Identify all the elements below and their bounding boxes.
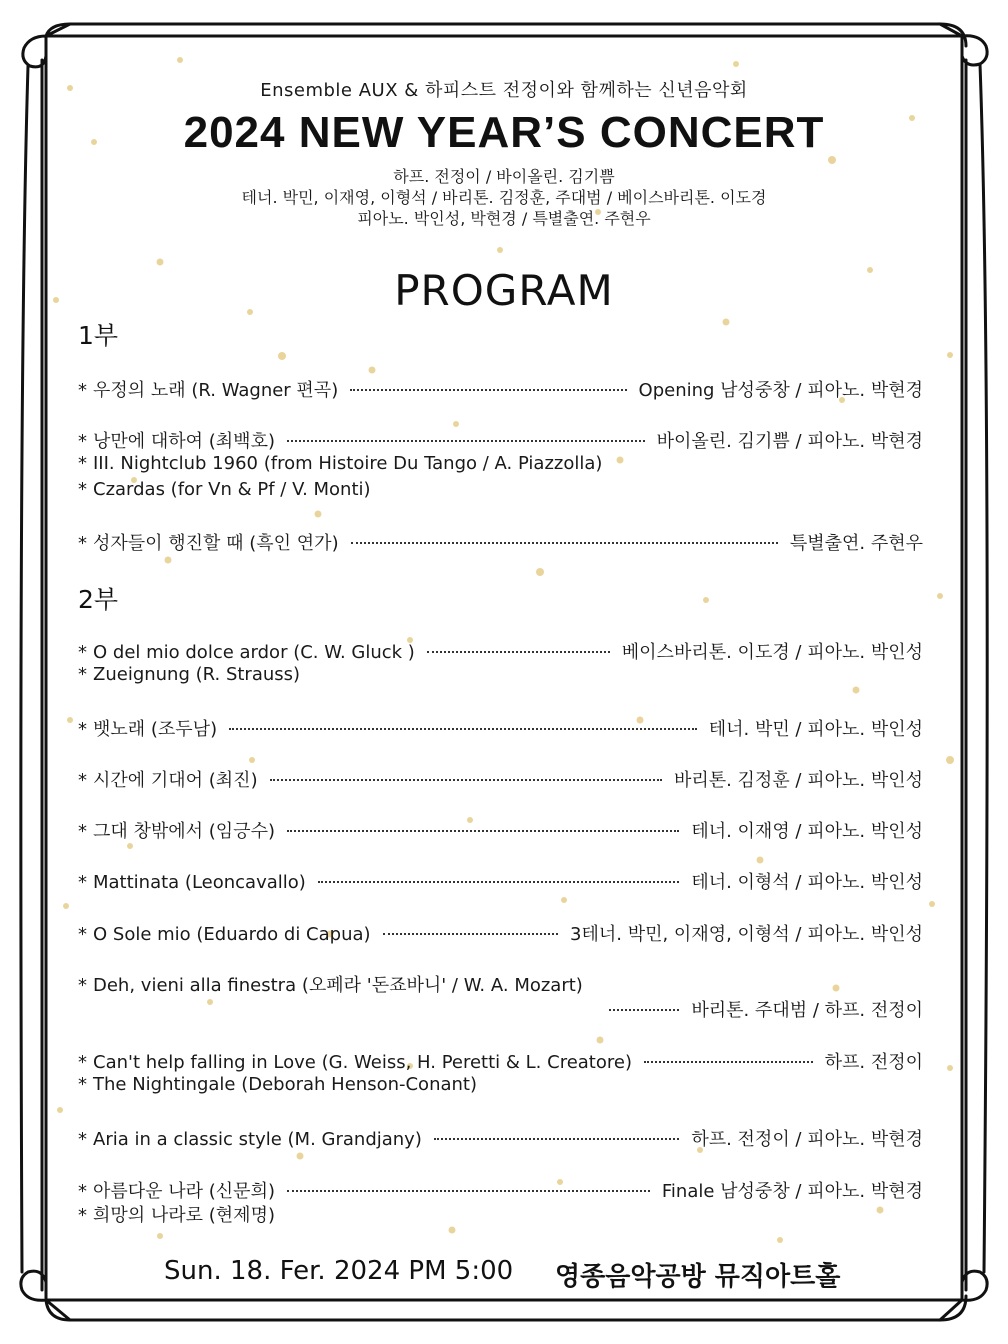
program-item (78, 1048, 923, 1074)
performer-credit: 테너. 박민 / 피아노. 박인성 (708, 719, 923, 740)
program-item (78, 868, 923, 894)
program-item (78, 479, 923, 505)
part-1-heading: 1부 (78, 321, 119, 350)
dot-leader (383, 933, 559, 935)
program-item (78, 766, 923, 792)
dot-leader (434, 1138, 679, 1140)
performer-credit: 테너. 이형석 / 피아노. 박인성 (691, 872, 923, 893)
performer-credit: 바리톤. 주대범 / 하프. 전정이 (691, 1000, 923, 1021)
concert-date: Sun. 18. Fer. 2024 PM 5:00 (164, 1256, 514, 1286)
performer-credit: 하프. 전정이 / 피아노. 박현경 (691, 1129, 923, 1150)
program-item (78, 920, 923, 946)
work-title: III. Nightclub 1960 (from Histoire Du Tango / A. Piazzolla) (93, 453, 603, 474)
performers-line: 피아노. 박인성, 박현경 / 특별출연. 주현우 (357, 209, 651, 228)
program-item (78, 664, 923, 690)
work-title: Deh, vieni alla finestra (오페라 '돈죠바니' / W. A. Mozart) (93, 975, 583, 996)
program-item (78, 427, 923, 453)
dot-leader (609, 1009, 679, 1011)
bullet-marker: * (78, 1074, 87, 1095)
performer-credit: 베이스바리톤. 이도경 / 피아노. 박인성 (621, 642, 923, 663)
performer-credit: 3테너. 박민, 이재영, 이형석 / 피아노. 박인성 (570, 924, 923, 945)
concert-venue: 영종음악공방 뮤직아트홀 (555, 1262, 841, 1292)
bullet-marker: * (78, 453, 87, 474)
bullet-marker: * (78, 1181, 87, 1202)
performers-list (0, 166, 1008, 229)
program-item (78, 715, 923, 741)
performers-line: 하프. 전정이 / 바이올린. 김기쁨 (393, 167, 615, 186)
dot-leader (350, 389, 626, 391)
program-item (78, 376, 923, 402)
performers-line: 테너. 박민, 이재영, 이형석 / 바리톤. 김정훈, 주대범 / 베이스바리톤. 이도경 (241, 188, 767, 207)
work-title: 우정의 노래 (R. Wagner 편곡) (93, 380, 339, 401)
work-title: Can't help falling in Love (G. Weiss, H. Peretti & L. Creatore) (93, 1052, 632, 1073)
program-item (78, 1125, 923, 1151)
bullet-marker: * (78, 719, 87, 740)
program-item (78, 996, 923, 1022)
work-title: 아름다운 나라 (신문희) (93, 1181, 275, 1202)
work-title: O del mio dolce ardor (C. W. Gluck ) (93, 642, 415, 663)
program-item (78, 453, 923, 479)
bullet-marker: * (78, 872, 87, 893)
performer-credit: 바이올린. 김기쁨 / 피아노. 박현경 (656, 431, 923, 452)
dot-leader (270, 779, 662, 781)
bullet-marker: * (78, 479, 87, 500)
program-item (78, 638, 923, 664)
dot-leader (287, 830, 679, 832)
program-item (78, 1074, 923, 1100)
performer-credit: 특별출연. 주현우 (789, 533, 923, 554)
dot-leader (287, 1190, 650, 1192)
work-title: 시간에 기대어 (최진) (93, 770, 258, 791)
bullet-marker: * (78, 380, 87, 401)
concert-subtitle: Ensemble AUX & 하피스트 전정이와 함께하는 신년음악회 (260, 80, 748, 101)
work-title: Czardas (for Vn & Pf / V. Monti) (93, 479, 371, 500)
work-title: 희망의 나라로 (현제명) (93, 1205, 275, 1226)
bullet-marker: * (78, 1052, 87, 1073)
work-title: The Nightingale (Deborah Henson-Conant) (93, 1074, 477, 1095)
part-2-heading: 2부 (78, 585, 119, 614)
bullet-marker: * (78, 821, 87, 842)
dot-leader (351, 542, 778, 544)
bullet-marker: * (78, 1129, 87, 1150)
dot-leader (318, 881, 680, 883)
bullet-marker: * (78, 1205, 87, 1226)
bullet-marker: * (78, 975, 87, 996)
bullet-marker: * (78, 533, 87, 554)
program-heading: PROGRAM (394, 266, 614, 315)
dot-leader (287, 440, 645, 442)
work-title: Aria in a classic style (M. Grandjany) (93, 1129, 422, 1150)
work-title: Zueignung (R. Strauss) (93, 664, 301, 685)
work-title: 낭만에 대하여 (최백호) (93, 431, 275, 452)
concert-title: 2024 NEW YEAR’S CONCERT (183, 108, 825, 157)
program-item (78, 529, 923, 555)
dot-leader (644, 1061, 813, 1063)
performer-credit: 테너. 이재영 / 피아노. 박인성 (691, 821, 923, 842)
work-title: 뱃노래 (조두남) (93, 719, 218, 740)
performer-credit: Opening 남성중창 / 피아노. 박현경 (638, 380, 923, 401)
work-title: O Sole mio (Eduardo di Capua) (93, 924, 371, 945)
performer-credit: Finale 남성중창 / 피아노. 박현경 (661, 1181, 923, 1202)
bullet-marker: * (78, 770, 87, 791)
performer-credit: 하프. 전정이 (824, 1052, 923, 1073)
work-title: 그대 창밖에서 (임긍수) (93, 821, 275, 842)
dot-leader (229, 728, 697, 730)
program-item (78, 971, 923, 997)
program-item (78, 1201, 923, 1227)
work-title: 성자들이 행진할 때 (흑인 연가) (93, 533, 339, 554)
bullet-marker: * (78, 431, 87, 452)
bullet-marker: * (78, 642, 87, 663)
dot-leader (427, 651, 610, 653)
bullet-marker: * (78, 664, 87, 685)
performer-credit: 바리톤. 김정훈 / 피아노. 박인성 (673, 770, 923, 791)
program-item (78, 1177, 923, 1203)
bullet-marker: * (78, 924, 87, 945)
work-title: Mattinata (Leoncavallo) (93, 872, 306, 893)
program-item (78, 817, 923, 843)
